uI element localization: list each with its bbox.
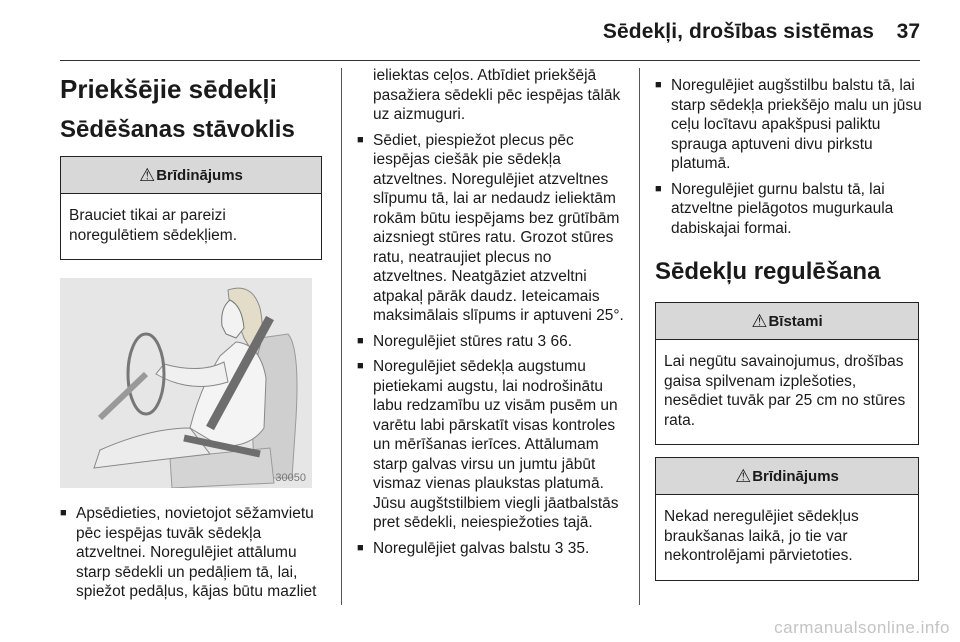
list-item-text: Sēdiet, piespiežot plecus pēc iespējas ciešāk pie sēdekļa atzveltnes. Noregulējiet atzveltnes slīpumu tā, lai ar nedaudz ieliektām rokām būtu iespējams bez grūtībām aizsniegt stūres ratu. Grozot stūres ratu, neatraujiet plecus no atzveltnes. Neatgāziet atzveltni atpakaļ pārāk daudz. Ieteicamais maksimālais slīpums ir aptuveni 25°. [373, 131, 624, 324]
instruction-list [357, 131, 625, 559]
column-divider [341, 68, 342, 605]
driver-seat-drawing [60, 278, 312, 488]
bullet-square-icon: ■ [357, 360, 364, 372]
bullet-square-icon: ■ [357, 334, 364, 347]
danger-box-header [656, 303, 918, 340]
list-item [357, 332, 625, 352]
warning-label: Brīdinājums [752, 467, 839, 485]
running-header-title: Sēdekļi, drošības sistēmas [602, 20, 874, 43]
warning-text: Nekad neregulējiet sēdekļus braukšanas laikā, jo tie var nekontrolējami pārvietoties. [664, 508, 859, 564]
list-item [357, 131, 625, 326]
page-number: 37 [896, 20, 920, 43]
list-item [655, 76, 923, 174]
danger-text: Lai negūtu savainojumus, drošības gaisa spilvenam izplešoties, nesēdiet tuvāk par 25 cm no stūres rata. [664, 353, 906, 429]
warning-box-header [656, 458, 918, 495]
list-item-text: Noregulējiet gurnu balstu tā, lai atzveltne pielāgotos mugurkaula dabiskajai formai. [671, 180, 894, 237]
warning-box-header [61, 157, 321, 194]
warning-text: Brauciet tikai ar pareizi noregulētiem sēdekļiem. [69, 207, 238, 244]
list-item-text: Noregulējiet sēdekļa augstumu pietiekami augstu, lai nodrošinātu labu redzamību uz visām pusēm un varētu labi pārskatīt visas kontroles un mērīšanas ierīces. Attālumam starp galvas virsu un jumtu jābūt vismaz vienas plaukstas platumā. Jūsu augštstilbiem viegli jāatbalstās pret sēdekli, neiespiežoties tajā. [373, 358, 619, 531]
warning-triangle-icon: ⚠ [735, 466, 752, 486]
list-item-text: Noregulējiet stūres ratu 3 66. [373, 332, 573, 350]
list-item [655, 180, 923, 239]
list-item [357, 357, 625, 533]
column-1 [60, 74, 325, 608]
danger-label: Bīstami [768, 312, 823, 330]
bullet-square-icon: ■ [655, 182, 662, 195]
bullet-square-icon: ■ [655, 79, 662, 91]
instruction-list [60, 504, 325, 602]
list-item [357, 539, 625, 559]
subsection-title: Sēdekļu regulēšana [655, 258, 881, 285]
subsection-title: Sēdēšanas stāvoklis [60, 116, 295, 143]
continued-text: ieliektas ceļos. Atbīdiet priekšējā pasažiera sēdekli pēc iespējas tālāk uz aizmuguri. [373, 67, 621, 123]
list-item [60, 504, 325, 602]
bullet-square-icon: ■ [60, 507, 67, 519]
figure-code: 30050 [275, 472, 306, 484]
danger-box [655, 302, 919, 445]
column-2 [357, 66, 625, 564]
watermark: carmanualsonline.info [774, 618, 950, 637]
warning-triangle-icon: ⚠ [139, 165, 156, 185]
instruction-list [655, 76, 923, 238]
list-item-text: Noregulējiet augšstilbu balstu tā, lai starp sēdekļa priekšējo malu un jūsu ceļu locītavu apakšpusi paliktu sprauga aptuveni divu pirkstu platumā. [671, 77, 922, 172]
warning-label: Brīdinājums [156, 166, 243, 184]
list-item-text: Noregulējiet galvas balstu 3 35. [373, 539, 590, 557]
bullet-square-icon: ■ [357, 541, 364, 554]
list-item-text: Apsēdieties, novietojot sēžamvietu pēc iespējas tuvāk sēdekļa atzveltnei. Noregulējiet attālumu starp sēdekli un pedāļiem tā, lai, spiežot pedāļus, kājas būtu mazliet [76, 505, 317, 600]
bullet-square-icon: ■ [357, 133, 364, 146]
column-divider [639, 68, 640, 605]
header-rule [60, 60, 920, 61]
section-title: Priekšējie sēdekļi [60, 74, 277, 104]
warning-box [655, 457, 919, 581]
warning-box [60, 156, 322, 260]
seating-position-illustration [60, 278, 312, 488]
column-3 [655, 76, 923, 581]
warning-triangle-icon: ⚠ [751, 311, 768, 331]
